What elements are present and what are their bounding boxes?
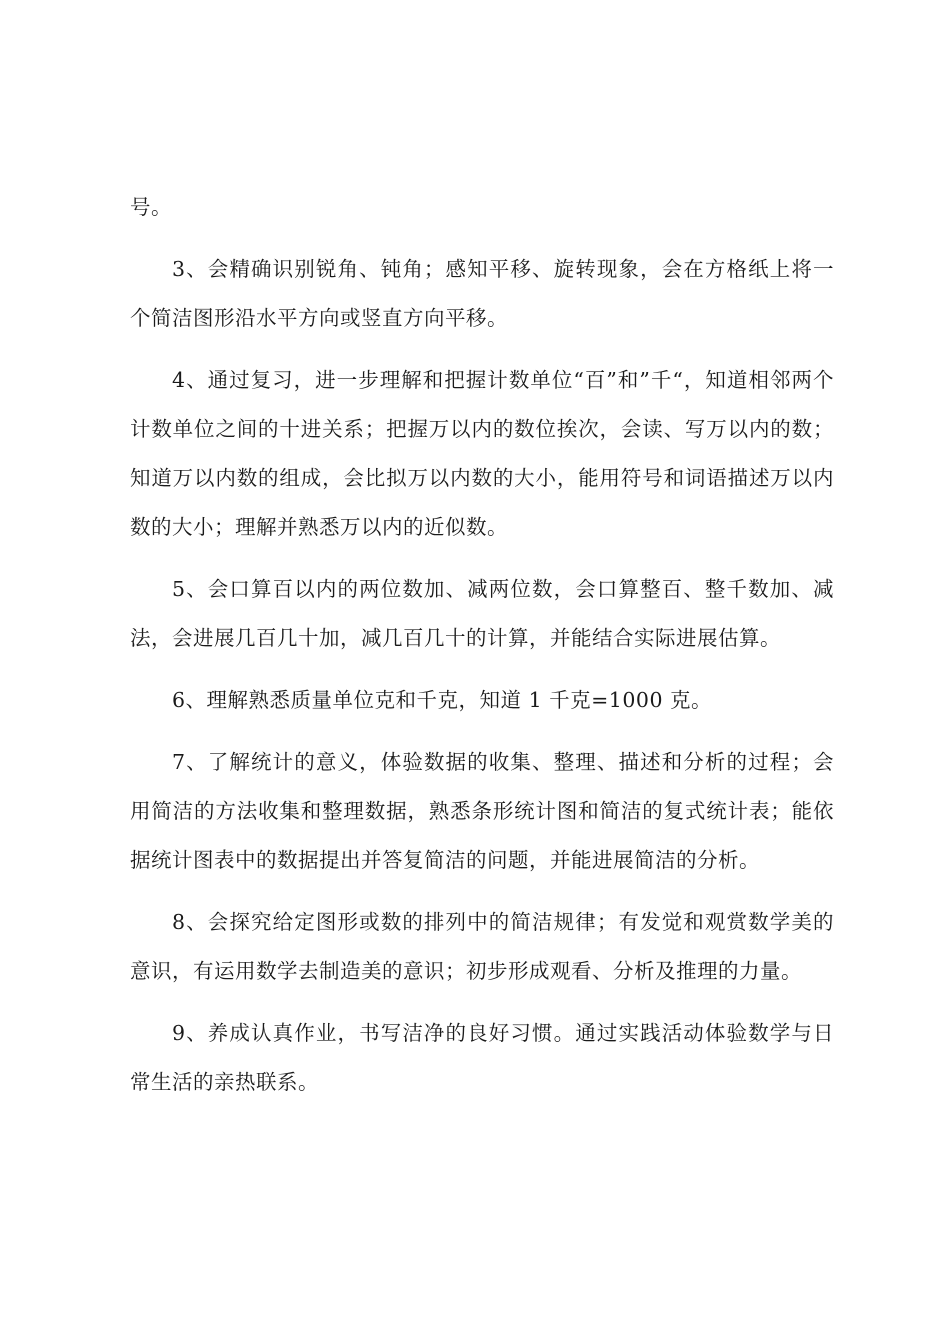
paragraph-item-9: 9、养成认真作业，书写洁净的良好习惯。通过实践活动体验数学与日常生活的亲热联系。	[130, 1021, 834, 1094]
paragraph-item-7: 7、了解统计的意义，体验数据的收集、整理、描述和分析的过程；会用简洁的方法收集和整理数据，熟悉条形统计图和简洁的复式统计表；能依据统计图表中的数据提出并答复简洁的问题，并能进展简洁的分析。	[130, 750, 834, 872]
paragraph-item-6: 6、理解熟悉质量单位克和千克，知道 1 千克=1000 克。	[172, 688, 712, 712]
paragraph-item-8: 8、会探究给定图形或数的排列中的简洁规律；有发觉和观赏数学美的意识，有运用数学去制造美的意识；初步形成观看、分析及推理的力量。	[130, 910, 834, 983]
document-body	[130, 183, 834, 1120]
paragraph-item-5: 5、会口算百以内的两位数加、减两位数，会口算整百、整千数加、减法，会进展几百几十加，减几百几十的计算，并能结合实际进展估算。	[130, 577, 834, 650]
paragraph-continuation: 号。	[130, 195, 172, 219]
paragraph-item-3: 3、会精确识别锐角、钝角；感知平移、旋转现象，会在方格纸上将一个简洁图形沿水平方向或竖直方向平移。	[130, 257, 834, 330]
paragraph-item-4: 4、通过复习，进一步理解和把握计数单位“百”和”千“，知道相邻两个计数单位之间的十进关系；把握万以内的数位挨次，会读、写万以内的数；知道万以内数的组成，会比拟万以内数的大小，能用符号和词语描述万以内数的大小；理解并熟悉万以内的近似数。	[130, 368, 834, 539]
